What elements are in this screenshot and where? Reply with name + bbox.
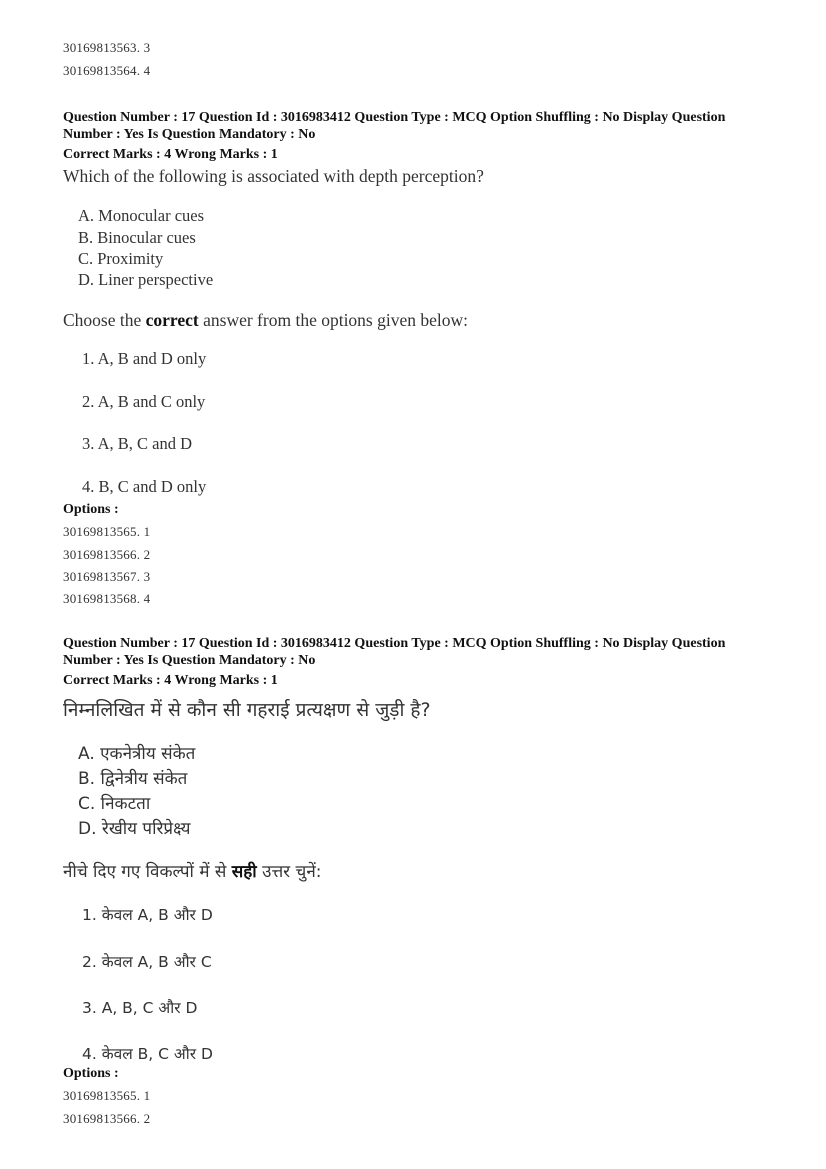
statement: A. एकनेत्रीय संकेत [78,744,196,764]
statement: D. रेखीय परिप्रेक्ष्य [78,819,191,839]
statement: A. Monocular cues [78,206,205,225]
statement: C. निकटता [78,794,151,814]
statement: C. Proximity [78,249,164,268]
options-label: Options : [63,1066,119,1081]
question-text: Which of the following is associated with depth perception? [63,166,484,186]
option-id: 30169813565. 1 [63,1088,151,1103]
statement: D. Liner perspective [78,270,214,289]
question-meta: Number : Yes Is Question Mandatory : No [63,127,316,142]
answer-choice: 1. केवल A, B और D [82,906,213,924]
options-label: Options : [63,502,119,517]
answer-choice: 4. केवल B, C और D [82,1045,213,1063]
question-meta: Question Number : 17 Question Id : 3016983412 Question Type : MCQ Option Shuffling : No Display Question [63,636,726,651]
option-id: 30169813566. 2 [63,547,151,562]
option-id: 30169813564. 4 [63,63,151,78]
option-id: 30169813567. 3 [63,569,151,584]
option-id: 30169813565. 1 [63,524,151,539]
answer-choice: 3. A, B, C and D [82,434,193,453]
statement: B. द्विनेत्रीय संकेत [78,769,188,789]
question-text: निम्नलिखित में से कौन सी गहराई प्रत्यक्षण से जुड़ी है? [63,699,431,721]
answer-choice: 4. B, C and D only [82,477,207,496]
question-meta: Question Number : 17 Question Id : 3016983412 Question Type : MCQ Option Shuffling : No Display Question [63,110,726,125]
answer-choice: 2. केवल A, B और C [82,953,212,971]
answer-choice: 3. A, B, C और D [82,999,198,1017]
instruction: नीचे दिए गए विकल्पों में से सही उत्तर चुनें: [63,862,322,882]
answer-choice: 2. A, B and C only [82,392,206,411]
option-id: 30169813563. 3 [63,40,151,55]
question-meta: Number : Yes Is Question Mandatory : No [63,653,316,668]
instruction: Choose the correct answer from the options given below: [63,310,469,330]
option-id: 30169813566. 2 [63,1111,151,1126]
statement: B. Binocular cues [78,228,196,247]
answer-choice: 1. A, B and D only [82,349,207,368]
question-marks: Correct Marks : 4 Wrong Marks : 1 [63,147,278,162]
option-id: 30169813568. 4 [63,591,151,606]
question-marks: Correct Marks : 4 Wrong Marks : 1 [63,673,278,688]
